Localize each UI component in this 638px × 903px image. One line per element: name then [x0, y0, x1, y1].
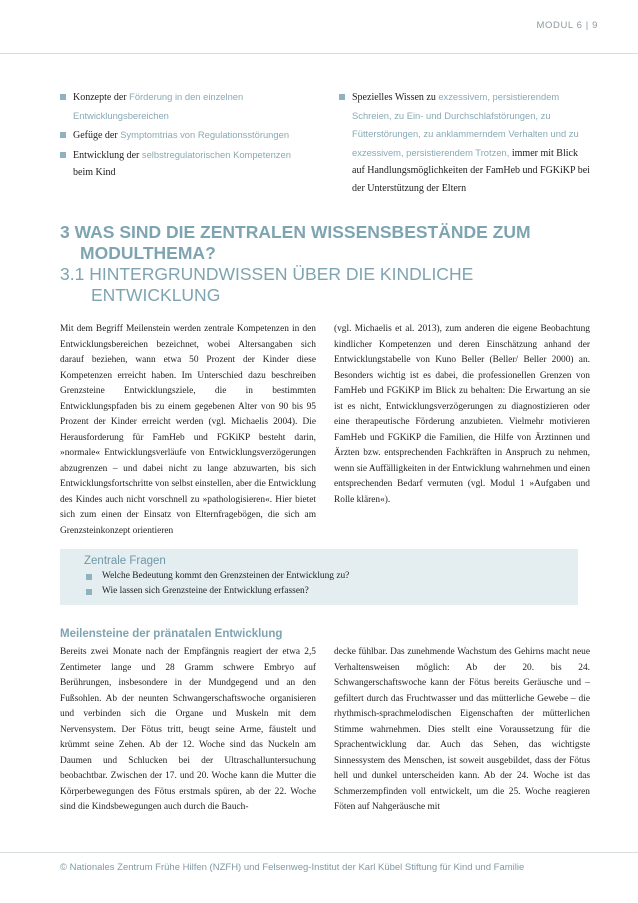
intro-text — [60, 322, 590, 539]
intro-text-right: (vgl. Michaelis et al. 2013), zum anderen die eigene Beobachtung kindlicher Kompetenzen und deren Einschätzung anhand der Entwicklungstabelle von Kuno Beller (Beller/ Beller 2000) an. Besonders wichtig ist es dabei, die professionellen Grenzen von FamHeb und FGKiKP im Blick zu behalten: Die Erwartung an sie ist es nicht, Entwicklungsverzögerungen zu diagnostizieren oder eine therapeutische Förderung anzubieten. Vielmehr motivieren FamHeb und FGKiKP die Familien, die Hilfe von Ärztinnen und Ärzten bzw. entsprechenden Fachkräften in Anspruch zu nehmen, wenn sie Auffälligkeiten in der Entwicklung wahrnehmen und einen entsprechenden Bedarf vermuten (vgl. Modul 1 »Aufgaben und Rolle klären«). — [334, 324, 591, 505]
bullet-item — [60, 88, 311, 125]
section-heading-line2: MODULTHEMA? — [80, 243, 216, 263]
bullet-text: Gefüge der — [73, 130, 121, 141]
prenatal-text-left: Bereits zwei Monate nach der Empfängnis reagiert der etwa 2,5 Zentimeter lange und 28 Gramm schwere Embryo auf Berührungen, insbesondere in der Mundgegend und an den Fußsohlen. Ab der neunten Schwangerschaftswoche organisieren und verbinden sich die Organe und Muskeln mit dem Nervensystem. Der Fötus tritt, beugt seine Arme, fäustelt und krümmt seine Zehen. Ab der 12. Woche sind das Nuckeln am Daumen und Schlucken bei der Ultraschalluntersuchung beobachtbar. Zwischen der 17. und 20. Woche kann die Mutter die Körperbewegungen des Fötus erstmals spüren, ab der 22. Woche sind die Kindsbewegungen auch durch die Bauch- — [60, 647, 316, 812]
square-bullet-icon — [60, 94, 66, 100]
square-bullet-icon — [86, 589, 92, 595]
subsection-heading-line1: 3.1 HINTERGRUNDWISSEN ÜBER DIE KINDLICHE — [60, 264, 474, 284]
copyright-footer: © Nationales Zentrum Frühe Hilfen (NZFH) und Felsenweg-Institut der Karl Kübel Stiftung für Kind und Familie — [60, 862, 525, 873]
square-bullet-icon — [86, 574, 92, 580]
bullet-item — [60, 126, 311, 145]
objectives-bullets — [60, 88, 590, 198]
bullet-item — [339, 88, 590, 197]
key-questions-title: Zentrale Fragen — [84, 555, 166, 567]
bullet-highlight: Förderung in den einzelnen Entwicklungsbereichen — [73, 91, 244, 121]
prenatal-milestones-heading: Meilensteine der pränatalen Entwicklung — [60, 628, 283, 640]
question-text: Welche Bedeutung kommt den Grenzsteinen der Entwicklung zu? — [102, 571, 350, 581]
bullet-text: immer mit Blick auf Handlungsmöglichkeiten der FamHeb und FGKiKP bei der Unterstützung der Eltern — [352, 147, 590, 194]
prenatal-text-right: decke fühlbar. Das zunehmende Wachstum des Gehirns macht neue Verhaltensweisen möglich: Ab der 20. bis 24. Schwangerschaftswoche kann der Fötus bereits Geräusche und – gefiltert durch das Fruchtwasser und das mütterliche Gewebe – die rhythmisch-sprachmelodischen Eigenschaften der mütterlichen Stimme wahrnehmen. Dies stellt eine Voraussetzung für die Sprachentwicklung dar. Auch das Sehen, das wichtigste Sinnessystem des Menschen, ist soweit ausgebildet, dass der Fötus hell und dunkel unterscheiden kann. Ab der 24. Woche ist das Schmerzempfinden voll entwickelt, um die 25. Woche reagieren Föten auf Nahgeräusche mit — [334, 647, 590, 812]
intro-text-left: Mit dem Begriff Meilenstein werden zentrale Kompetenzen in den Entwicklungsbereichen bezeichnet, wobei Altersangaben sich darauf beziehen, wann etwa 50 Prozent der Kinder diese Kompetenzen erreicht haben. Im Unterschied dazu beschreiben Grenzsteine Entwicklungsziele, die in bestimmten Entwicklungspfaden bis zu einem gegebenen Alter von 90 bis 95 Prozent der Kinder erreicht werden (vgl. Michaelis 2004). Die Herausforderung für FamHeb und FGKiKP besteht darin, »normale« Entwicklungsverläufe von Entwicklungsverzögerungen abzugrenzen – und dabei nicht zu lange abzuwarten, bis sich Entwicklungsfortschritte von selbst einstellen, aber die Entwicklung des Kindes auch nicht vorschnell zu »pathologisieren«. Hier bietet sich zum einen der Einsatz von Elternfragebögen, die sich am Grenzsteinkonzept orientieren — [60, 324, 316, 536]
bullet-text: Spezielles Wissen zu — [352, 92, 439, 103]
question-text: Wie lassen sich Grenzsteine der Entwicklung erfassen? — [102, 586, 309, 596]
bullet-highlight: Symptomtrias von Regulationsstörungen — [120, 129, 290, 140]
bullet-item — [60, 146, 311, 182]
bullet-highlight: exzessivem, persistierendem Schreien, zu Ein- und Durchschlafstörungen, zu Fütterstörungen, zu anklammerndem Verhalten und zu exzessivem, persistierendem Trotzen, — [352, 91, 579, 158]
bullet-text: Konzepte der — [73, 92, 130, 103]
header-divider — [0, 53, 638, 54]
square-bullet-icon — [60, 132, 66, 138]
question-item — [84, 584, 578, 599]
square-bullet-icon — [60, 152, 66, 158]
question-item — [84, 569, 578, 584]
subsection-heading — [60, 264, 600, 306]
bullet-text: beim Kind — [73, 167, 116, 178]
section-heading-line1: 3 WAS SIND DIE ZENTRALEN WISSENSBESTÄNDE ZUM — [60, 222, 531, 242]
bullet-text: Entwicklung der — [73, 149, 142, 161]
module-page-label: MODUL 6 | 9 — [536, 20, 598, 31]
bullet-highlight: selbstregulatorischen Kompetenzen — [141, 148, 291, 160]
section-heading — [60, 222, 600, 264]
footer-divider — [0, 852, 638, 853]
subsection-heading-line2: ENTWICKLUNG — [91, 285, 221, 305]
key-questions-box — [60, 549, 578, 605]
square-bullet-icon — [339, 94, 345, 100]
bullets-right-column — [339, 88, 590, 198]
prenatal-text — [60, 645, 590, 816]
bullets-left-column — [60, 88, 311, 198]
